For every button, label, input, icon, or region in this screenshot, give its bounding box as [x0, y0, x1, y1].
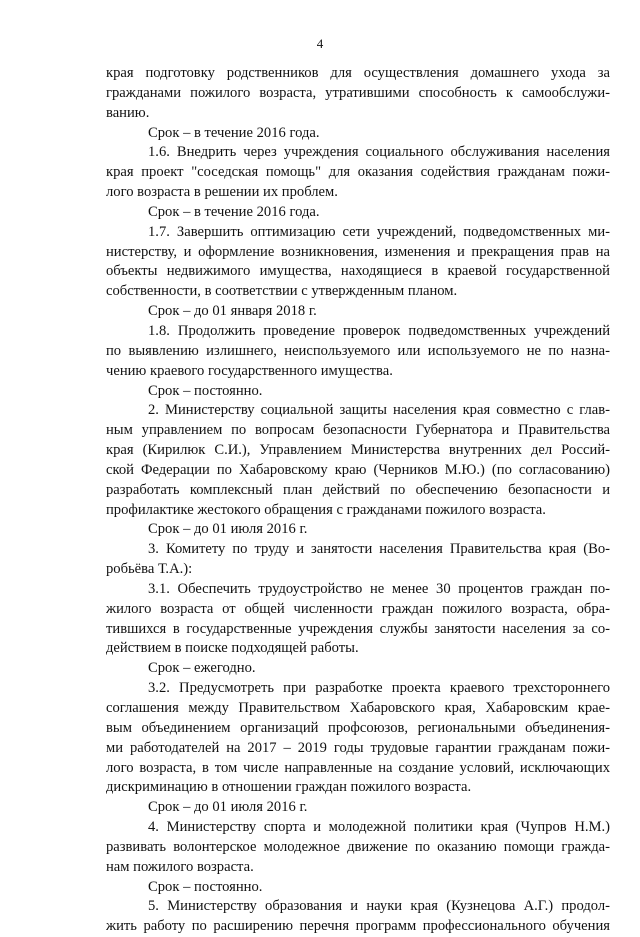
text-line: вым объединением организаций профсоюзов, региональными объединения-	[106, 719, 610, 736]
text-line: 5. Министерству образования и науки края (Кузнецова А.Г.) продол-	[148, 898, 610, 915]
text-line: 4. Министерству спорта и молодежной политики края (Чупров Н.М.)	[148, 819, 610, 836]
text-line: края подготовку родственников для осуществления домашнего ухода за	[106, 65, 610, 81]
text-line: робьёва Т.А.):	[106, 561, 193, 578]
text-line: 1.7. Завершить оптимизацию сети учреждений, подведомственных ми-	[148, 223, 610, 240]
text-line: Срок – ежегодно.	[148, 660, 256, 677]
text-line: собственности, в соответствии с утвержденным планом.	[106, 283, 458, 300]
text-line: 3. Комитету по труду и занятости населения Правительства края (Во-	[148, 541, 610, 558]
text-line: Срок – постоянно.	[148, 382, 263, 399]
text-line: разработать комплексный план действий по обеспечению безопасности и	[106, 481, 610, 498]
text-line: Срок – до 01 июля 2016 г.	[148, 799, 308, 816]
text-line: дискриминацию в отношении граждан пожилого возраста.	[106, 779, 472, 796]
page-number: 4	[316, 36, 324, 51]
text-line: ванию.	[106, 104, 150, 121]
text-line: ми работодателей на 2017 – 2019 годы трудовые гарантии гражданам пожи-	[106, 739, 610, 756]
text-line: соглашения между Правительством Хабаровского края, Хабаровским крае-	[106, 700, 610, 716]
text-line: профилактике жестокого обращения с гражданами пожилого возраста.	[106, 501, 546, 518]
text-line: лого возраста в решении их проблем.	[106, 184, 338, 201]
text-line: ным управлением по вопросам безопасности Губернатора и Правительства	[106, 422, 610, 439]
text-line: жилого возраста от общей численности граждан пожилого возраста, обра-	[106, 600, 610, 617]
text-line: 1.8. Продолжить проведение проверок подведомственных учреждений	[148, 322, 610, 339]
text-line: ской Федерации по Хабаровскому краю (Черников М.Ю.) (по согласованию)	[106, 461, 610, 478]
text-line: края (Кирилюк С.И.), Управлением Министерства внутренних дел Россий-	[106, 442, 610, 459]
text-line: лого возраста, в том числе направленные на создание условий, исключающих	[106, 759, 610, 776]
text-line: края проект "соседская помощь" для оказания содействия гражданам пожи-	[106, 164, 610, 181]
text-line: 1.6. Внедрить через учреждения социального обслуживания населения	[148, 144, 610, 161]
text-line: Срок – в течение 2016 года.	[148, 124, 320, 141]
text-line: Срок – в течение 2016 года.	[148, 203, 320, 220]
text-line: Срок – до 01 июля 2016 г.	[148, 521, 308, 538]
text-line: по выявлению излишнего, неиспользуемого или используемого не по назна-	[106, 342, 610, 359]
text-line: нам пожилого возраста.	[106, 858, 254, 875]
text-line: 3.2. Предусмотреть при разработке проекта краевого трехстороннего	[148, 680, 610, 697]
text-line: жить работу по расширению перечня программ профессионального обучения	[106, 918, 610, 935]
text-line: развивать волонтерское молодежное движение по оказанию помощи гражда-	[106, 838, 610, 855]
text-line: гражданами пожилого возраста, утратившими способность к самообслужи-	[106, 84, 610, 101]
text-line: 3.1. Обеспечить трудоустройство не менее 30 процентов граждан по-	[148, 580, 610, 597]
text-line: чению краевого государственного имущества.	[106, 362, 393, 379]
document-body	[106, 64, 610, 937]
text-line: Срок – постоянно.	[148, 878, 263, 895]
text-line: Срок – до 01 января 2018 г.	[148, 303, 317, 320]
text-line: 2. Министерству социальной защиты населения края совместно с глав-	[148, 402, 610, 419]
text-line: нистерству, и оформление возникновения, изменения и прекращения прав на	[106, 243, 610, 260]
text-line: действием в поиске подходящей работы.	[106, 640, 359, 657]
text-line: тившихся в государственные учреждения службы занятости населения за со-	[106, 620, 610, 637]
text-line: объекты недвижимого имущества, находящиеся в краевой государственной	[106, 263, 610, 280]
